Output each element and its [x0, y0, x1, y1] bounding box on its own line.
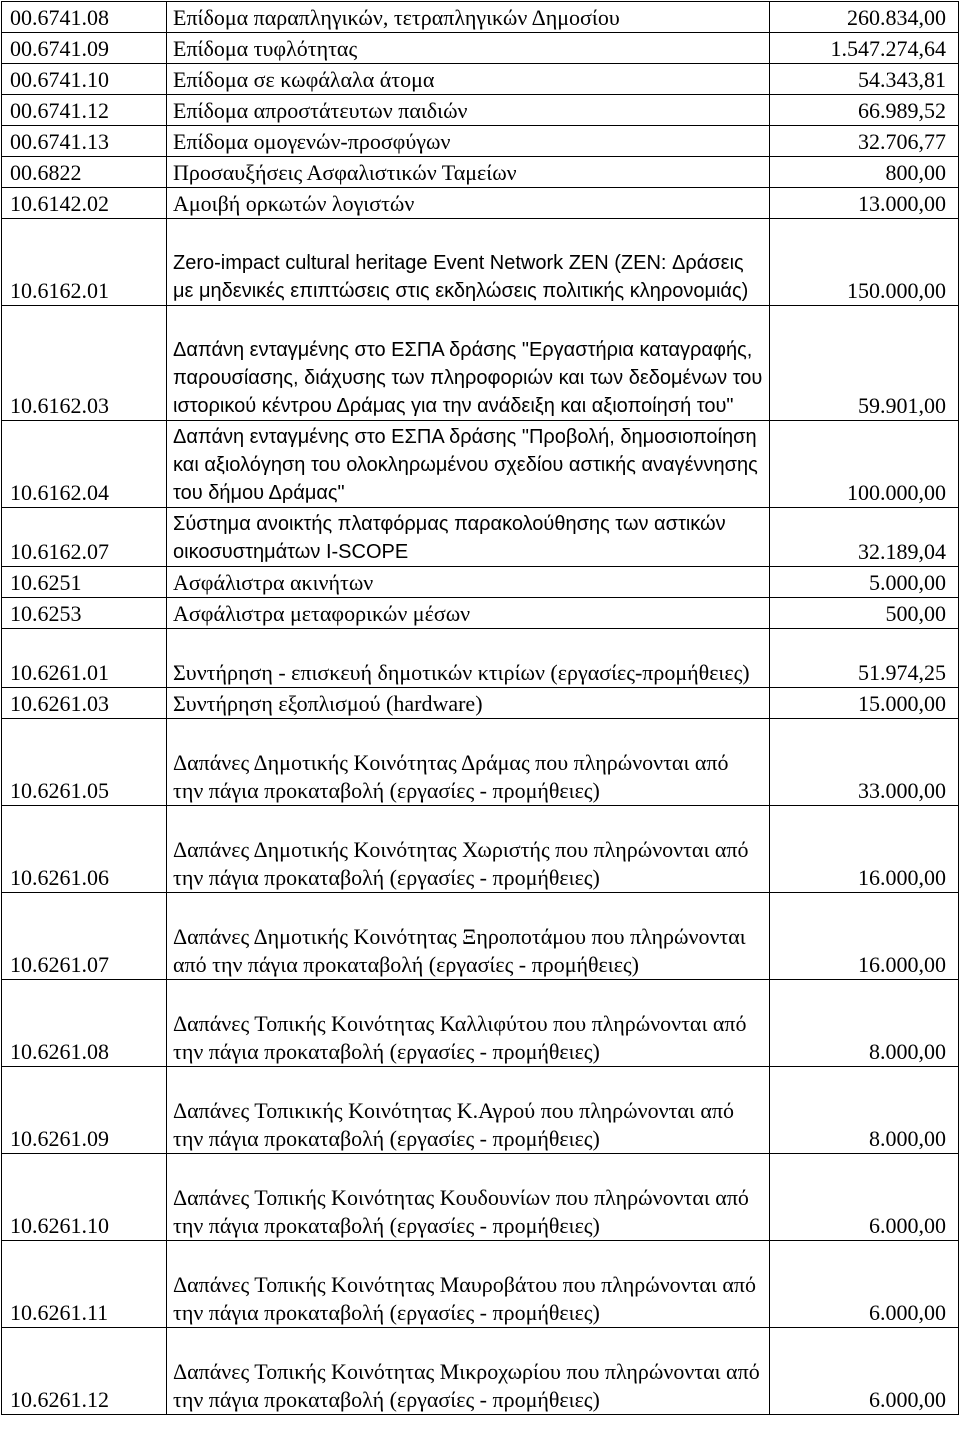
account-code: 10.6261.03	[2, 688, 167, 719]
table-row	[2, 33, 959, 64]
amount: 8.000,00	[770, 980, 959, 1067]
table-row	[2, 980, 959, 1067]
table-row	[2, 157, 959, 188]
account-description: Ασφάλιστρα μεταφορικών μέσων	[167, 598, 770, 629]
table-row	[2, 508, 959, 567]
table-row	[2, 1067, 959, 1154]
amount: 8.000,00	[770, 1067, 959, 1154]
amount: 800,00	[770, 157, 959, 188]
account-description: Επίδομα ομογενών-προσφύγων	[167, 126, 770, 157]
amount: 6.000,00	[770, 1154, 959, 1241]
table-row	[2, 893, 959, 980]
table-row	[2, 688, 959, 719]
account-description: Συντήρηση - επισκευή δημοτικών κτιρίων (εργασίες-προμήθειες)	[167, 629, 770, 688]
table-row	[2, 2, 959, 33]
account-code: 10.6261.09	[2, 1067, 167, 1154]
table-row	[2, 306, 959, 421]
account-description: Δαπάνες Δημοτικής Κοινότητας Χωριστής που πληρώνονται από την πάγια προκαταβολή (εργασίες - προμήθειες)	[167, 806, 770, 893]
budget-table	[1, 1, 959, 1415]
account-code: 00.6741.12	[2, 95, 167, 126]
amount: 150.000,00	[770, 219, 959, 306]
table-row	[2, 1328, 959, 1415]
account-description: Σύστημα ανοικτής πλατφόρμας παρακολούθησης των αστικών οικοσυστημάτων I-SCOPE	[167, 508, 770, 567]
table-row	[2, 629, 959, 688]
table-row	[2, 719, 959, 806]
account-code: 00.6741.10	[2, 64, 167, 95]
amount: 13.000,00	[770, 188, 959, 219]
account-description: Δαπάνες Τοπικής Κοινότητας Μαυροβάτου που πληρώνονται από την πάγια προκαταβολή (εργασίες - προμήθειες)	[167, 1241, 770, 1328]
amount: 16.000,00	[770, 806, 959, 893]
account-code: 00.6741.08	[2, 2, 167, 33]
account-code: 00.6741.09	[2, 33, 167, 64]
amount: 6.000,00	[770, 1241, 959, 1328]
amount: 54.343,81	[770, 64, 959, 95]
table-row	[2, 126, 959, 157]
account-description: Προσαυξήσεις Ασφαλιστικών Ταμείων	[167, 157, 770, 188]
amount: 66.989,52	[770, 95, 959, 126]
amount: 500,00	[770, 598, 959, 629]
account-description: Επίδομα παραπληγικών, τετραπληγικών Δημοσίου	[167, 2, 770, 33]
account-code: 10.6251	[2, 567, 167, 598]
account-code: 10.6162.01	[2, 219, 167, 306]
account-code: 10.6162.07	[2, 508, 167, 567]
account-description: Δαπάνες Τοπικής Κοινότητας Μικροχωρίου που πληρώνονται από την πάγια προκαταβολή (εργασίες - προμήθειες)	[167, 1328, 770, 1415]
table-row	[2, 567, 959, 598]
table-row	[2, 219, 959, 306]
amount: 51.974,25	[770, 629, 959, 688]
account-code: 10.6261.06	[2, 806, 167, 893]
amount: 6.000,00	[770, 1328, 959, 1415]
account-code: 10.6142.02	[2, 188, 167, 219]
account-code: 10.6162.04	[2, 421, 167, 508]
account-description: Δαπάνες Δημοτικής Κοινότητας Ξηροποτάμου που πληρώνονται από την πάγια προκαταβολή (εργασίες - προμήθειες)	[167, 893, 770, 980]
account-description: Δαπάνη ενταγμένης στο ΕΣΠΑ δράσης "Εργαστήρια καταγραφής, παρουσίασης, διάχυσης των πληροφοριών και των δεδομένων του ιστορικού κέντρου Δράμας για την ανάδειξη και αξιοποίησή του"	[167, 306, 770, 421]
account-description: Επίδομα σε κωφάλαλα άτομα	[167, 64, 770, 95]
account-description: Δαπάνη ενταγμένης στο ΕΣΠΑ δράσης "Προβολή, δημοσιοποίηση και αξιολόγηση του ολοκληρωμένου σχεδίου αστικής αναγέννησης του δήμου Δράμας"	[167, 421, 770, 508]
account-description: Επίδομα απροστάτευτων παιδιών	[167, 95, 770, 126]
amount: 15.000,00	[770, 688, 959, 719]
table-row	[2, 64, 959, 95]
account-code: 10.6261.05	[2, 719, 167, 806]
amount: 59.901,00	[770, 306, 959, 421]
account-description: Δαπάνες Τοπικής Κοινότητας Κουδουνίων που πληρώνονται από την πάγια προκαταβολή (εργασίες - προμήθειες)	[167, 1154, 770, 1241]
account-description: Δαπάνες Τοπικικής Κοινότητας Κ.Αγρού που πληρώνονται από την πάγια προκαταβολή (εργασίες - προμήθειες)	[167, 1067, 770, 1154]
account-code: 10.6261.08	[2, 980, 167, 1067]
table-row	[2, 421, 959, 508]
amount: 32.189,04	[770, 508, 959, 567]
amount: 1.547.274,64	[770, 33, 959, 64]
table-row	[2, 1241, 959, 1328]
amount: 260.834,00	[770, 2, 959, 33]
amount: 16.000,00	[770, 893, 959, 980]
amount: 5.000,00	[770, 567, 959, 598]
account-description: Συντήρηση εξοπλισμού (hardware)	[167, 688, 770, 719]
account-description: Zero-impact cultural heritage Event Network ZEN (ZEN: Δράσεις με μηδενικές επιπτώσεις στις εκδηλώσεις πολιτικής κληρονομιάς)	[167, 219, 770, 306]
amount: 32.706,77	[770, 126, 959, 157]
account-code: 10.6261.07	[2, 893, 167, 980]
table-row	[2, 188, 959, 219]
account-code: 00.6741.13	[2, 126, 167, 157]
account-description: Ασφάλιστρα ακινήτων	[167, 567, 770, 598]
account-code: 10.6261.12	[2, 1328, 167, 1415]
table-row	[2, 598, 959, 629]
account-description: Δαπάνες Δημοτικής Κοινότητας Δράμας που πληρώνονται από την πάγια προκαταβολή (εργασίες - προμήθειες)	[167, 719, 770, 806]
account-code: 00.6822	[2, 157, 167, 188]
amount: 100.000,00	[770, 421, 959, 508]
account-code: 10.6261.11	[2, 1241, 167, 1328]
account-code: 10.6261.10	[2, 1154, 167, 1241]
table-row	[2, 806, 959, 893]
account-description: Αμοιβή ορκωτών λογιστών	[167, 188, 770, 219]
account-description: Επίδομα τυφλότητας	[167, 33, 770, 64]
table-row	[2, 95, 959, 126]
amount: 33.000,00	[770, 719, 959, 806]
account-code: 10.6261.01	[2, 629, 167, 688]
account-description: Δαπάνες Τοπικής Κοινότητας Καλλιφύτου που πληρώνονται από την πάγια προκαταβολή (εργασίες - προμήθειες)	[167, 980, 770, 1067]
table-row	[2, 1154, 959, 1241]
account-code: 10.6253	[2, 598, 167, 629]
account-code: 10.6162.03	[2, 306, 167, 421]
